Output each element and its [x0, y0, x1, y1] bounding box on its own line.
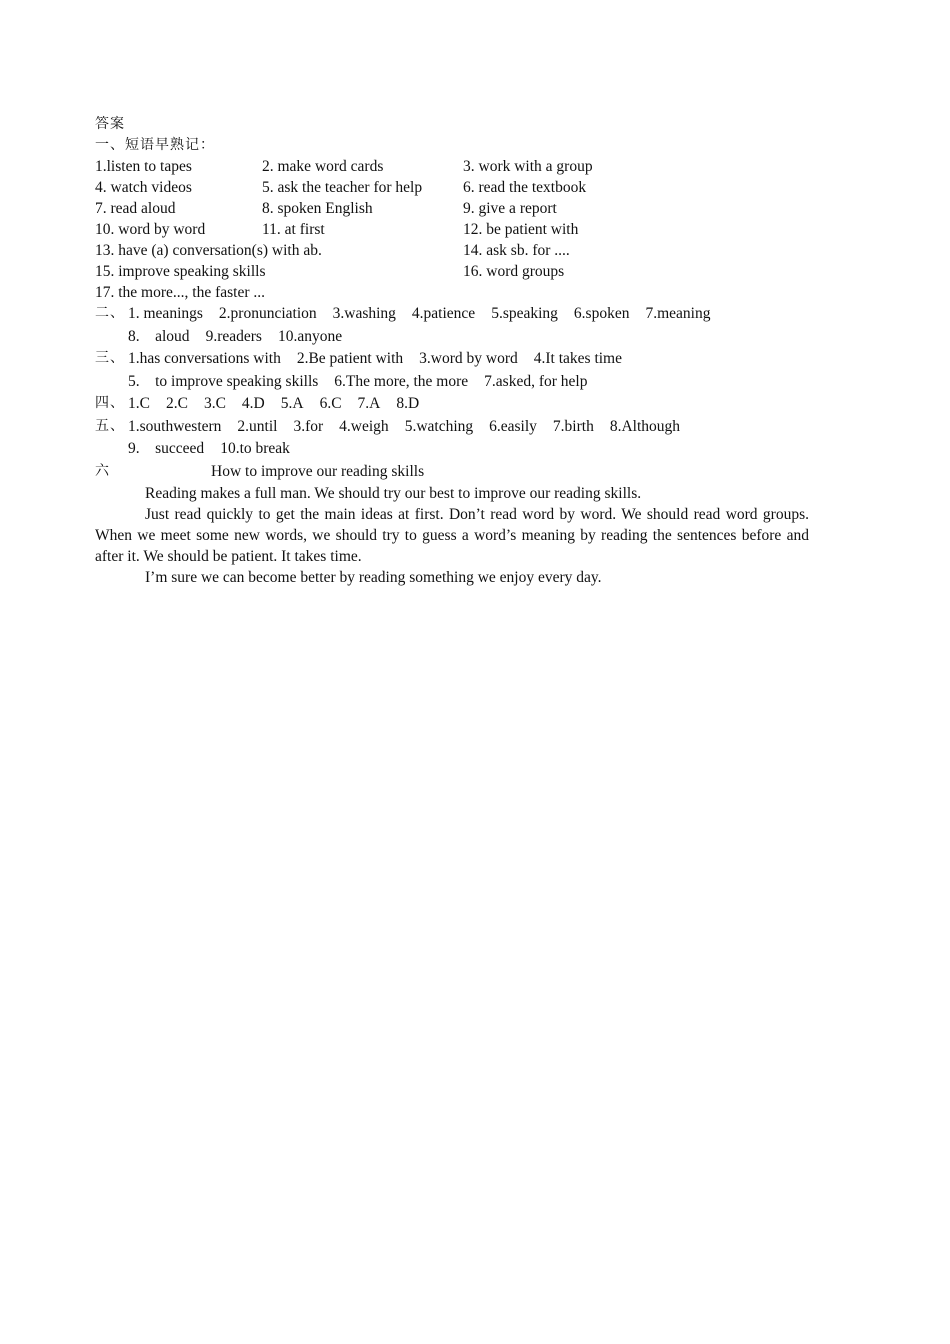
part5-label: 五、	[95, 417, 125, 434]
answer-item: 3.C	[203, 395, 226, 412]
answer-item: 2.until	[237, 417, 278, 435]
answer-item: 4.D	[241, 395, 265, 412]
answer-item: 4.weigh	[339, 417, 389, 435]
phrase-item: 10. word by word	[95, 221, 206, 238]
phrase-row	[95, 240, 809, 261]
answer-item: 5.speaking	[491, 305, 558, 322]
answer-item: 1.C	[128, 395, 150, 412]
answer-item: 1.has conversations with	[128, 350, 281, 367]
phrase-item: 5. ask the teacher for help	[262, 179, 423, 196]
answer-item: 3.word by word	[419, 350, 518, 367]
answer-item: 6.The more, the more	[334, 372, 469, 390]
part2-line-continued	[95, 326, 809, 349]
answer-item: 7.asked, for help	[484, 372, 588, 390]
phrase-row	[95, 177, 809, 198]
part6-label: 六	[95, 462, 110, 479]
phrase-item: 8. spoken English	[262, 200, 373, 217]
phrase-item: 15. improve speaking skills	[95, 263, 266, 280]
phrase-row	[95, 261, 809, 282]
essay-title: How to improve our reading skills	[211, 462, 425, 480]
answer-item: 7.meaning	[645, 305, 711, 322]
phrase-row	[95, 282, 809, 303]
answer-item: 1. meanings	[128, 305, 203, 322]
phrase-item: 13. have (a) conversation(s) with ab.	[95, 242, 322, 259]
answer-sheet	[95, 114, 809, 588]
phrase-row	[95, 219, 809, 240]
answer-item: 10.to break	[220, 440, 290, 457]
part1-phrase-grid	[95, 156, 809, 303]
phrase-item: 4. watch videos	[95, 179, 192, 196]
phrase-item: 16. word groups	[463, 263, 565, 280]
answer-item: 10.anyone	[277, 327, 343, 345]
phrase-item: 14. ask sb. for ....	[463, 242, 570, 259]
answer-item: 8.Although	[609, 417, 681, 435]
essay-paragraph: Reading makes a full man. We should try our best to improve our reading skills.	[145, 484, 642, 502]
phrase-row	[95, 156, 809, 177]
part3-label: 三、	[95, 350, 125, 366]
part4-label: 四、	[95, 395, 125, 411]
answer-item: 9. succeed	[128, 440, 205, 457]
essay-paragraph: Just read quickly to get the main ideas at first. Don’t read word by word. We should read word groups. When we meet some new words, we should try to guess a word’s meaning by reading the sentences before and after it. We should be patient. It takes time.	[95, 505, 809, 565]
phrase-item: 1.listen to tapes	[95, 158, 192, 175]
answer-item: 2.C	[165, 395, 188, 412]
answer-item: 9.readers	[205, 327, 262, 345]
part2-line	[95, 303, 809, 326]
phrase-item: 12. be patient with	[463, 221, 579, 238]
answer-item: 6.spoken	[573, 305, 630, 322]
phrase-item: 7. read aloud	[95, 200, 176, 217]
answer-heading: 答案	[95, 116, 125, 132]
phrase-item: 17. the more..., the faster ...	[95, 284, 266, 301]
phrase-item: 2. make word cards	[262, 158, 384, 175]
part3-line-continued	[95, 371, 809, 394]
phrase-item: 3. work with a group	[463, 158, 593, 175]
part3-line	[95, 348, 809, 371]
answer-item: 3.washing	[332, 305, 396, 322]
answer-item: 2.Be patient with	[296, 350, 404, 367]
answer-item: 3.for	[293, 417, 324, 435]
answer-item: 6.easily	[489, 417, 537, 435]
answer-item: 5. to improve speaking skills	[128, 372, 319, 390]
answer-item: 6.C	[319, 395, 342, 412]
answer-item: 5.A	[280, 395, 304, 412]
phrase-item: 11. at first	[262, 221, 325, 238]
answer-item: 5.watching	[404, 417, 474, 435]
answer-item: 4.It takes time	[533, 350, 622, 367]
answer-item: 1.southwestern	[128, 417, 222, 435]
answer-item: 7.A	[357, 395, 381, 412]
answer-item: 8. aloud	[128, 327, 190, 345]
phrase-item: 6. read the textbook	[463, 179, 587, 196]
part5-line-continued	[95, 438, 809, 461]
part1-label: 一、短语早熟记：	[95, 137, 215, 153]
part6-header	[95, 461, 809, 483]
answer-item: 2.pronunciation	[218, 305, 317, 322]
part4-line	[95, 393, 809, 416]
part5-line	[95, 416, 809, 439]
phrase-row	[95, 198, 809, 219]
answer-item: 8.D	[396, 395, 420, 412]
answer-item: 4.patience	[411, 305, 476, 322]
phrase-item: 9. give a report	[463, 200, 557, 217]
essay-paragraph: I’m sure we can become better by reading something we enjoy every day.	[145, 568, 602, 586]
answer-item: 7.birth	[552, 417, 594, 435]
part2-label: 二、	[95, 305, 125, 321]
